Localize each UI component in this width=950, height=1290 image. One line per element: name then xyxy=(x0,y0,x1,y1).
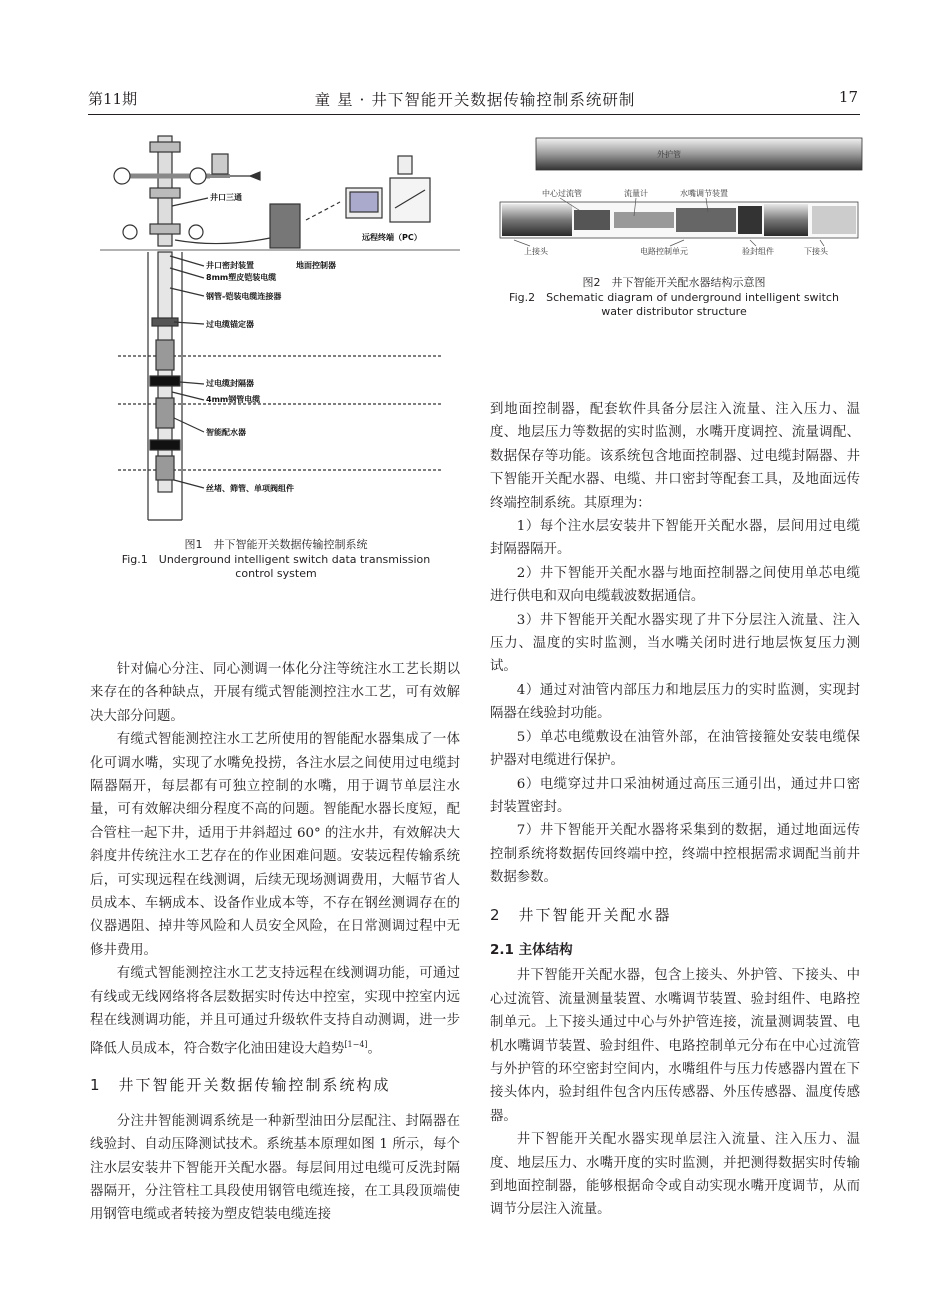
running-title: 童 星 · 井下智能开关数据传输控制系统研制 xyxy=(314,91,636,109)
figure-1-caption-cn: 图1 井下智能开关数据传输控制系统 xyxy=(184,538,368,551)
label-seal-check: 验封组件 xyxy=(742,247,774,256)
paragraph: 井下智能开关配水器实现单层注入流量、注入压力、温度、地层压力、水嘴开度的实时监测，并把测得数据实时传输到地面控制器，能够根据命令或自动实现水嘴开度调节，从而调节分层注入流量。 xyxy=(490,1132,860,1218)
label-center-pipe: 中心过流管 xyxy=(542,189,582,198)
label-wellhead-tee: 井口三通 xyxy=(210,193,242,202)
label-outer-pipe: 外护管 xyxy=(657,150,681,159)
list-item: 4）通过对油管内部压力和地层压力的实时监测，实现封隔器在线验封功能。 xyxy=(490,682,860,722)
paragraph xyxy=(90,962,460,1060)
label-steel-tube-cable: 4mm钢管电缆 xyxy=(206,395,261,404)
label-cable-connector: 钢管-铠装电缆连接器 xyxy=(206,292,282,301)
list-item: 5）单芯电缆敷设在油管外部，在油管接箍处安装电缆保护器对电缆进行保护。 xyxy=(490,729,860,769)
label-plug-assembly: 丝堵、筛管、单项阀组件 xyxy=(206,484,294,493)
figure-1-diagram xyxy=(100,128,460,538)
paragraph: 针对偏心分注、同心测调一体化分注等统注水工艺长期以来存在的各种缺点，开展有缆式智能测控注水工艺，可有效解决大部分问题。 xyxy=(90,662,460,724)
paragraph: 到地面控制器，配套软件具备分层注入流量、注入压力、温度、地层压力等数据的实时监测，水嘴开度调控、流量调配、数据保存等功能。该系统包含地面控制器、过电缆封隔器、井下智能开关配水器、电缆、井口密封等配套工具，及地面远传终端控制系统。其原理为： xyxy=(490,402,860,511)
list-item: 2）井下智能开关配水器与地面控制器之间使用单芯电缆进行供电和双向电缆载波数据通信。 xyxy=(490,565,860,605)
label-lower-joint: 下接头 xyxy=(804,247,828,256)
paragraph-end: 。 xyxy=(367,1040,381,1056)
list-item: 1）每个注水层安装井下智能开关配水器，层间用过电缆封隔器隔开。 xyxy=(490,519,860,558)
label-armored-cable: 8mm塑皮铠装电缆 xyxy=(206,273,277,282)
section-2-heading: 2 井下智能开关配水器 xyxy=(490,905,672,924)
label-packer: 过电缆封隔器 xyxy=(206,379,254,388)
issue-number: 第11期 xyxy=(88,90,138,108)
label-water-distributor: 智能配水器 xyxy=(206,428,246,437)
figure-2-caption-en: Fig.2 Schematic diagram of underground intelligent switch water distributor structure xyxy=(509,290,839,318)
label-circuit-unit: 电路控制单元 xyxy=(640,247,688,256)
citation: [1−4] xyxy=(344,1039,368,1049)
list-item: 7）井下智能开关配水器将采集到的数据，通过地面远传控制系统将数据传回终端中控，终端中控根据需求调配当前井数据参数。 xyxy=(490,823,860,886)
page-number: 17 xyxy=(838,88,858,106)
subsection-2-1-heading: 2.1 主体结构 xyxy=(490,941,573,958)
label-nozzle-device: 水嘴调节装置 xyxy=(680,189,728,198)
label-anchor: 过电缆锚定器 xyxy=(206,320,254,329)
paragraph: 井下智能开关配水器，包含上接头、外护管、下接头、中心过流管、流量测量装置、水嘴调节装置、验封组件、电路控制单元。上下接头通过中心与外护管连接，流量测调装置、电机水嘴调节装置、验封组件、电路控制单元分布在中心过流管与外护管的环空密封空间内，水嘴组件与压力传感器内置在下接头体内，验封组件包含内压传感器、外压传感器、温度传感器。 xyxy=(490,968,860,1124)
label-surface-controller: 地面控制器 xyxy=(296,261,336,270)
left-column xyxy=(90,658,460,1227)
paragraph: 分注井智能测调系统是一种新型油田分层配注、封隔器在线验封、自动压降测试技术。系统基本原理如图 1 所示，每个注水层安装井下智能开关配水器。每层间用过电缆可反洗封隔器隔开，分注管柱工具段使用钢管电缆连接，在工具段顶端使用钢管电缆或者转接为塑皮铠装电缆连接 xyxy=(90,1113,460,1223)
list-item: 3）井下智能开关配水器实现了井下分层注入流量、注入压力、温度的实时监测，当水嘴关闭时进行地层恢复压力测试。 xyxy=(490,612,860,675)
label-flowmeter: 流量计 xyxy=(624,189,648,198)
figure-1-caption xyxy=(118,538,434,582)
figure-2-diagram xyxy=(494,130,864,270)
label-upper-joint: 上接头 xyxy=(524,247,548,256)
list-item: 6）电缆穿过井口采油树通过高压三通引出，通过井口密封装置密封。 xyxy=(490,776,860,815)
label-wellhead-seal: 井口密封装置 xyxy=(206,261,254,270)
section-1-heading: 1 井下智能开关数据传输控制系统构成 xyxy=(90,1076,391,1095)
paragraph-text: 有缆式智能测控注水工艺支持远程在线测调功能，可通过有线或无线网络将各层数据实时传达中控室，实现中控室内远程在线测调功能，并且可通过升级软件支持自动测调，进一步降低人员成本，符合数字化油田建设大趋势 xyxy=(90,966,460,1056)
header-rule xyxy=(88,114,860,115)
figure-2-caption xyxy=(506,276,842,320)
label-remote-terminal: 远程终端（PC） xyxy=(362,233,422,242)
figure-2-caption-cn: 图2 井下智能开关配水器结构示意图 xyxy=(582,276,766,289)
paragraph: 有缆式智能测控注水工艺所使用的智能配水器集成了一体化可调水嘴，实现了水嘴免投捞，各注水层之间使用过电缆封隔器隔开，每层都有可独立控制的水嘴，用于调节单层注水量，可有效解决细分程度不高的问题。智能配水器长度短，配合管柱一起下井，适用于井斜超过 60° 的注水井，有效解决大斜度井传统注水工艺存在的作业困难问题。安装远程传输系统后，可实现远程在线测调，后续无现场测调费用，大幅节省人员成本、车辆成本、设备作业成本等，不存在钢丝测调存在的仪器遇阻、掉井等风险和人员安全风险，在日常测调过程中无修井费用。 xyxy=(90,732,460,958)
right-column xyxy=(490,398,860,1222)
figure-1-caption-en: Fig.1 Underground intelligent switch data transmission control system xyxy=(121,552,431,580)
